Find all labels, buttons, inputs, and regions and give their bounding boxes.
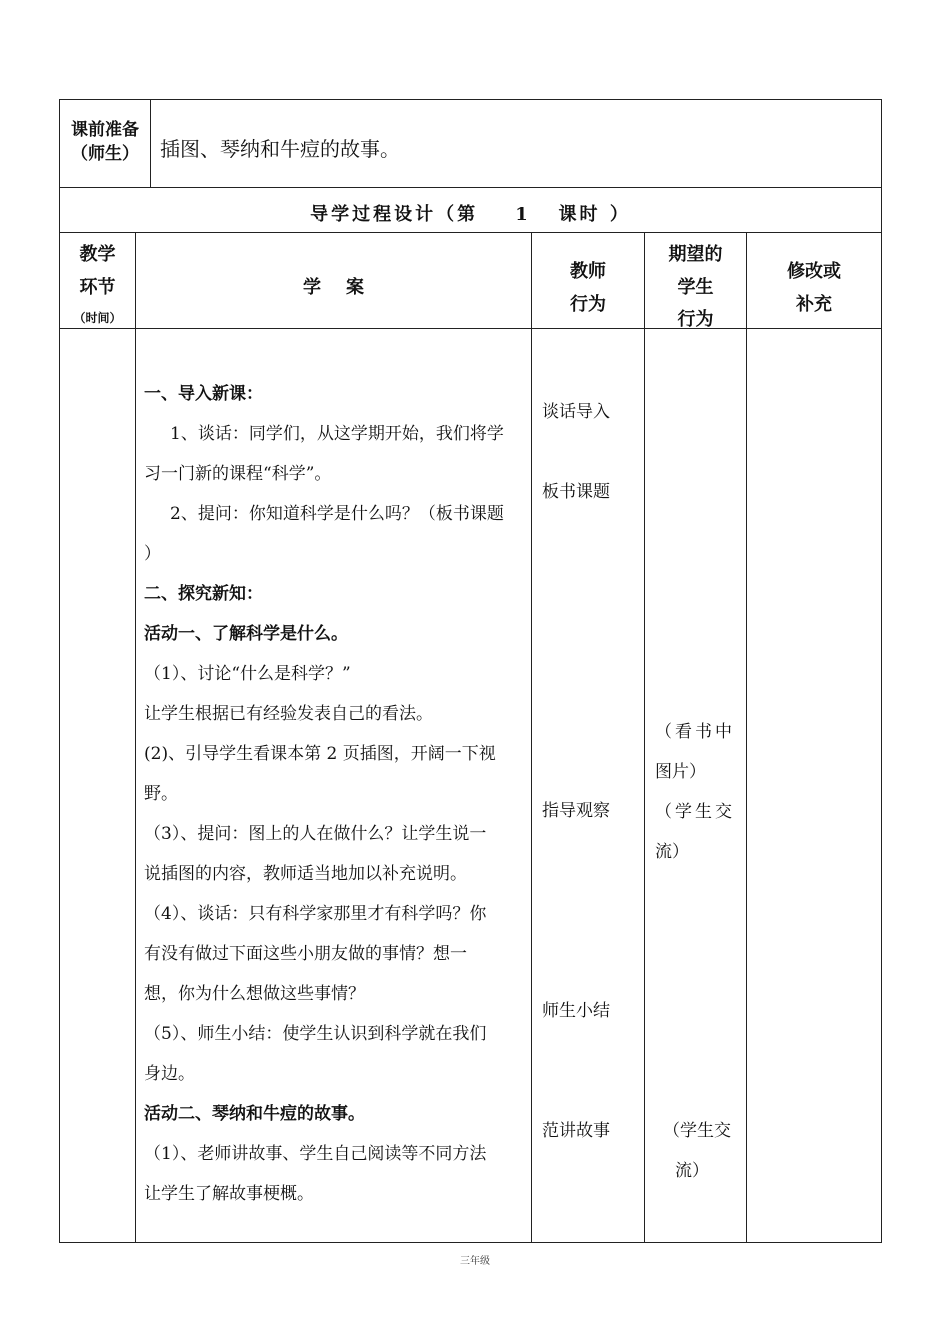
- design-title: 导学过程设计（第 1 课时 ）: [310, 204, 631, 225]
- lesson-line: （1）、讨论“什么是科学？”: [144, 664, 351, 684]
- student-action-exchange-line2: 流）: [655, 842, 689, 862]
- lesson-line: ）: [144, 544, 161, 564]
- lesson-line: 野。: [144, 784, 178, 804]
- page-footer: 三年级: [460, 1256, 490, 1267]
- lesson-plan-body: [144, 378, 526, 1218]
- header-stage-time: （时间）: [73, 311, 122, 325]
- header-student-line3: 行为: [677, 309, 714, 330]
- lesson-line: 让学生了解故事梗概。: [144, 1184, 314, 1204]
- teacher-action-board-title: 板书课题: [542, 482, 610, 502]
- prep-label-line1: 课前准备: [71, 120, 139, 140]
- lesson-line: （5）、师生小结：使学生认识到科学就在我们: [144, 1024, 487, 1044]
- prep-label-line2: （师生）: [71, 144, 139, 164]
- lesson-line: 一、导入新课：: [144, 384, 263, 404]
- row-divider-header: [59, 328, 882, 329]
- teacher-action-tell-story: 范讲故事: [542, 1121, 610, 1141]
- header-notes-line2: 补充: [796, 294, 832, 315]
- lesson-line: 1、谈话：同学们，从这学期开始，我们将学: [170, 424, 504, 444]
- student-action-exchange2-line1: （学生交: [663, 1121, 731, 1141]
- lesson-line: 活动一、了解科学是什么。: [144, 624, 348, 644]
- col-divider-teacher: [644, 232, 645, 1243]
- teacher-action-summary: 师生小结: [542, 1001, 610, 1021]
- lesson-line: 习一门新的课程“科学”。: [144, 464, 332, 484]
- col-divider-lesson: [531, 232, 532, 1243]
- student-action-look-book-line2: 图片）: [655, 762, 706, 782]
- header-student-line2: 学生: [677, 277, 714, 298]
- header-lesson-plan: 学 案: [302, 277, 365, 298]
- header-stage-line1: 教学: [79, 244, 116, 265]
- row-divider-title: [59, 232, 882, 233]
- header-stage-line2: 环节: [79, 277, 116, 298]
- lesson-line: （4）、谈话：只有科学家那里才有科学吗？你: [144, 904, 487, 924]
- lesson-line: 让学生根据已有经验发表自己的看法。: [144, 704, 433, 724]
- lesson-line: （3）、提问：图上的人在做什么？让学生说一: [144, 824, 487, 844]
- col-divider-stage: [135, 232, 136, 1243]
- col-divider-prep: [150, 99, 151, 187]
- lesson-line: 想，你为什么想做这些事情？: [144, 984, 365, 1004]
- lesson-line: (2)、引导学生看课本第 2 页插图，开阔一下视: [144, 744, 496, 764]
- lesson-line: 说插图的内容，教师适当地加以补充说明。: [144, 864, 467, 884]
- student-action-look-book-line1: （看书中: [655, 722, 735, 742]
- row-divider-prep: [59, 187, 882, 188]
- lesson-line: （1）、老师讲故事、学生自己阅读等不同方法: [144, 1144, 487, 1164]
- header-student-line1: 期望的: [668, 244, 723, 265]
- header-teacher-line2: 行为: [570, 294, 606, 315]
- lesson-line: 活动二、琴纳和牛痘的故事。: [144, 1104, 365, 1124]
- lesson-line: 有没有做过下面这些小朋友做的事情？想一: [144, 944, 467, 964]
- student-action-exchange-line1: （学生交: [655, 802, 735, 822]
- header-notes-line1: 修改或: [787, 261, 841, 282]
- student-action-exchange2-line2: 流）: [675, 1161, 709, 1181]
- lesson-line: 二、探究新知：: [144, 584, 263, 604]
- teacher-action-talk-intro: 谈话导入: [542, 402, 610, 422]
- teacher-action-guide-observe: 指导观察: [542, 801, 610, 821]
- lesson-line: 身边。: [144, 1064, 195, 1084]
- header-teacher-line1: 教师: [570, 261, 606, 282]
- col-divider-student: [746, 232, 747, 1243]
- prep-content: 插图、琴纳和牛痘的故事。: [160, 137, 400, 161]
- prep-label: [60, 118, 150, 166]
- lesson-line: 2、提问：你知道科学是什么吗？（板书课题: [170, 504, 504, 524]
